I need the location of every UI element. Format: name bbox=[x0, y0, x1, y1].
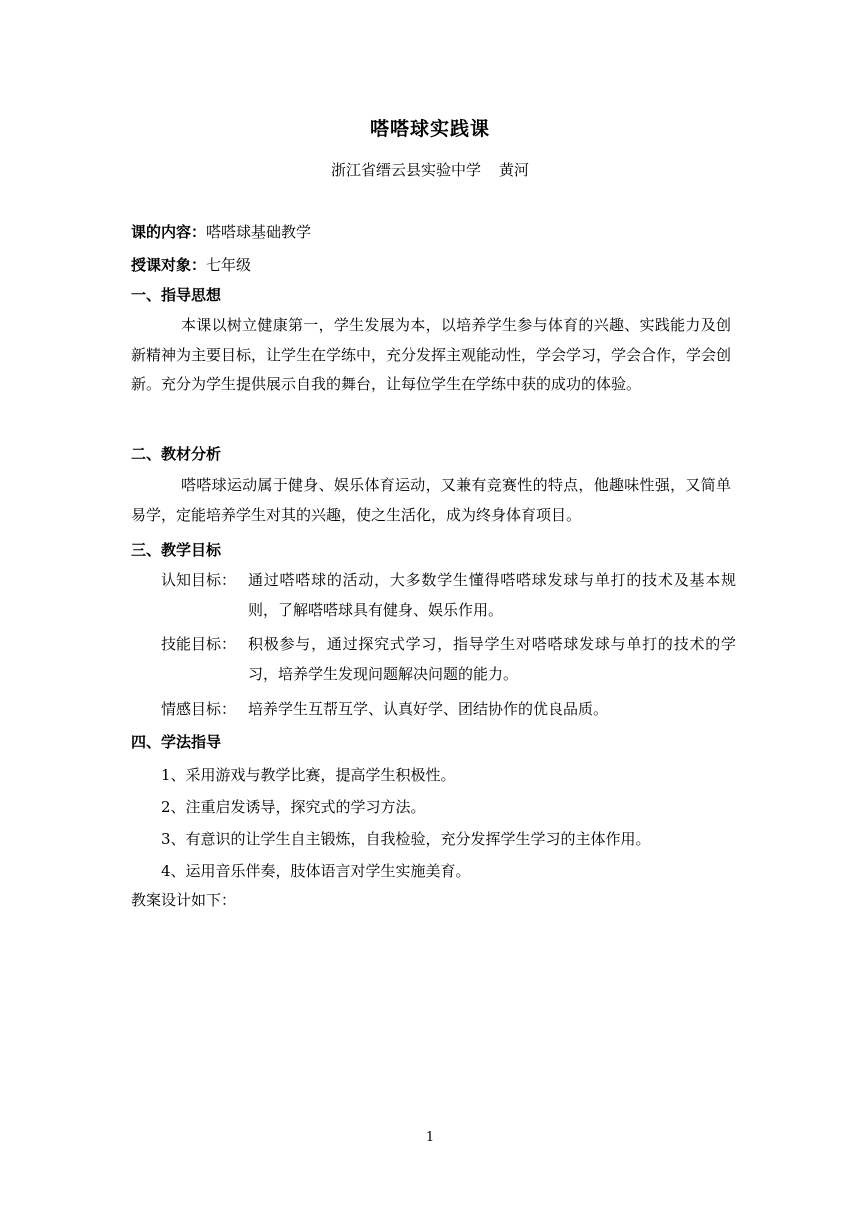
goal-label: 技能目标： bbox=[161, 635, 237, 653]
course-content-value: 嗒嗒球基础教学 bbox=[206, 223, 312, 241]
goal-text: 积极参与，通过探究式学习，指导学生对嗒嗒球发球与单打的技术的学习，培养学生发现问题解决问题的能力。 bbox=[248, 635, 736, 683]
course-target-value: 七年级 bbox=[206, 256, 252, 274]
author-name: 黄河 bbox=[499, 161, 530, 179]
course-target-label: 授课对象： bbox=[131, 256, 207, 274]
document-author bbox=[0, 159, 860, 180]
page-number: 1 bbox=[425, 1130, 435, 1145]
section-heading: 二、教材分析 bbox=[131, 445, 222, 463]
author-school: 浙江省缙云县实验中学 bbox=[330, 161, 481, 179]
section-paragraph: 嗒嗒球运动属于健身、娱乐体育运动，又兼有竞赛性的特点，他趣味性强，又简单易学，定能培养学生对其的兴趣，使之生活化，成为终身体育项目。 bbox=[131, 476, 731, 524]
course-target-line bbox=[131, 255, 251, 275]
goal-item bbox=[161, 566, 736, 625]
goal-label: 情感目标： bbox=[161, 700, 237, 718]
section-heading: 三、教学目标 bbox=[131, 541, 222, 559]
section-paragraph: 本课以树立健康第一，学生发展为本，以培养学生参与体育的兴趣、实践能力及创新精神为主要目标，让学生在学练中，充分发挥主观能动性，学会学习，学会合作，学会创新。充分为学生提供展示自我的舞台，让每位学生在学练中获的成功的体验。 bbox=[131, 316, 732, 393]
goal-text: 培养学生互帮互学、认真好学、团结协作的优良品质。 bbox=[248, 700, 609, 718]
goal-text: 通过嗒嗒球的活动，大多数学生懂得嗒嗒球发球与单打的技术及基本规则，了解嗒嗒球具有健身、娱乐作用。 bbox=[248, 571, 736, 619]
goal-label: 认知目标： bbox=[161, 571, 237, 589]
method-item: 1、采用游戏与教学比赛，提高学生积极性。 bbox=[161, 766, 456, 784]
goal-item bbox=[161, 630, 736, 689]
goal-item bbox=[161, 695, 736, 725]
section-heading: 一、指导思想 bbox=[131, 286, 222, 304]
method-item: 4、运用音乐伴奏，肢体语言对学生实施美育。 bbox=[161, 862, 471, 880]
method-item: 2、注重启发诱导，探究式的学习方法。 bbox=[161, 798, 426, 816]
document-title: 嗒嗒球实践课 bbox=[369, 118, 490, 140]
course-content-label: 课的内容： bbox=[131, 223, 207, 241]
section-heading: 四、学法指导 bbox=[131, 733, 222, 751]
method-item: 3、有意识的让学生自主锻炼，自我检验，充分发挥学生学习的主体作用。 bbox=[161, 830, 651, 848]
closing-line: 教案设计如下： bbox=[131, 891, 237, 909]
course-content-line bbox=[131, 222, 311, 242]
